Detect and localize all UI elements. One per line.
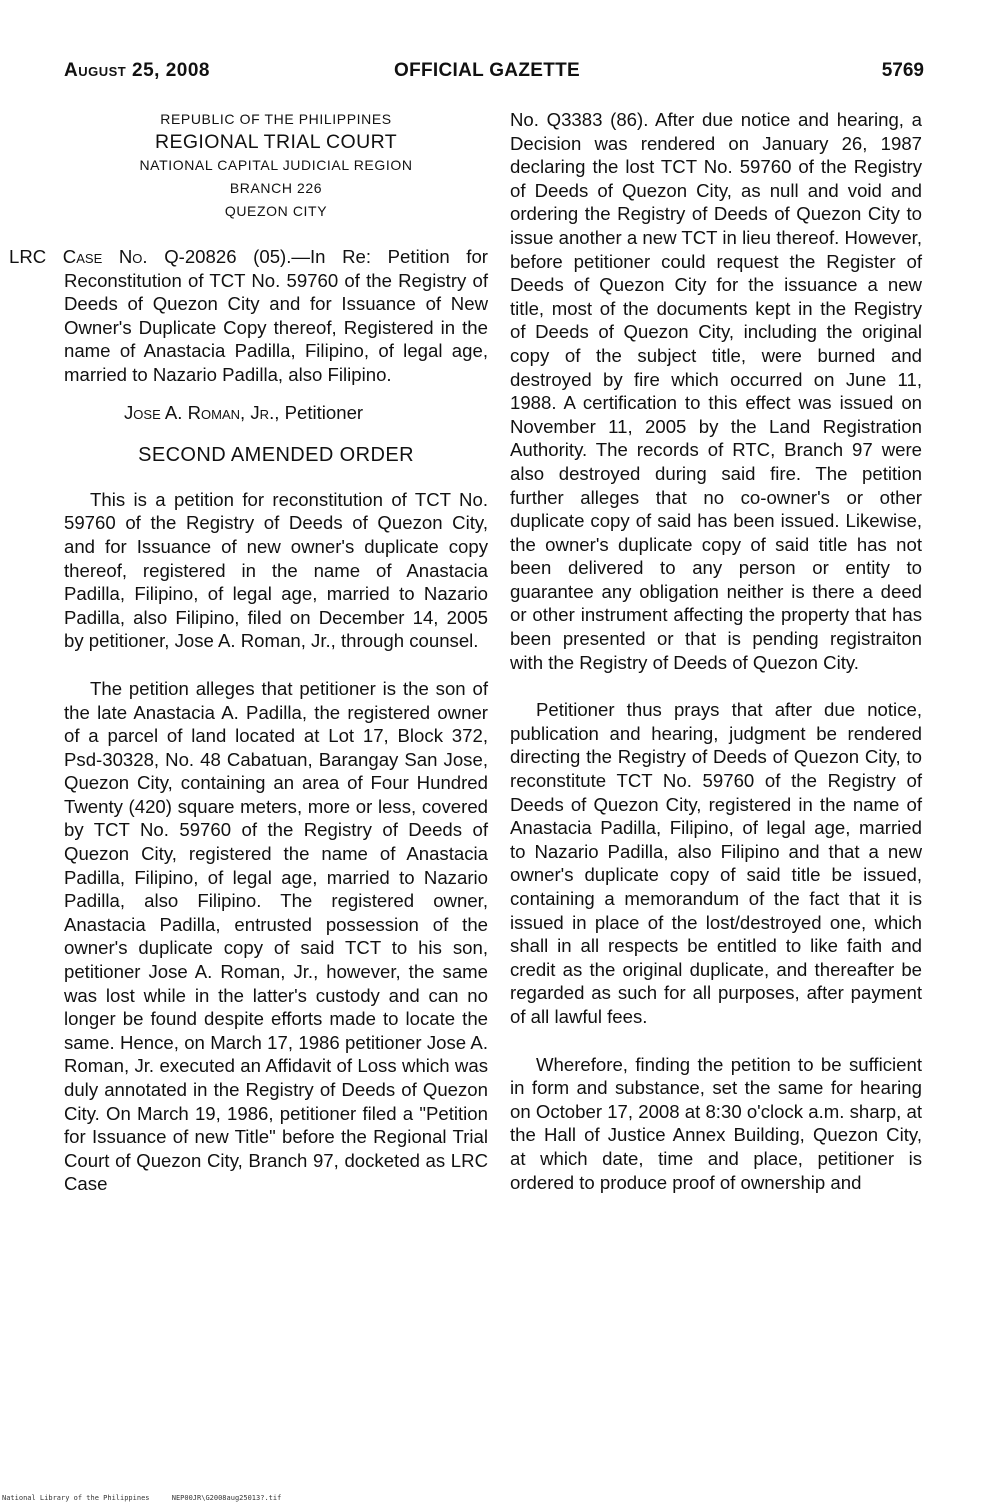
petitioner-name: Jose A. Roman, Jr., (124, 401, 280, 423)
judicial-region: NATIONAL CAPITAL JUDICIAL REGION (139, 157, 413, 173)
page-number: 5769 (881, 60, 924, 81)
library-credit: National Library of the Philippines (2, 1494, 150, 1502)
petitioner-line (64, 401, 488, 425)
court-heading (64, 108, 488, 223)
case-caption (9, 245, 488, 387)
republic-line: REPUBLIC OF THE PHILIPPINES (160, 111, 392, 127)
court-name: REGIONAL TRIAL COURT (154, 131, 398, 153)
scan-footer (2, 1494, 299, 1502)
right-column (510, 108, 922, 1194)
paragraph-allegations: The petition alleges that petitioner is the son of the late Anastacia A. Padilla, the registered owner of a parcel of land located at Lot 17, Block 372, Psd-30328, No. 48 Cabatuan, Barangay San Jose, Quezon City, containing an area of Four Hundred Twenty (420) square meters, more or less, covered by TCT No. 59760 of the Registry of Deeds of Quezon City, registered the name of Anastacia Padilla, Filipino, of legal age, married to Nazario Padilla, also Filipino. The registered owner, Anastacia Padilla, entrusted possession of the owner's duplicate copy of said TCT to his son, petitioner Jose A. Roman, Jr., however, the same was lost while in the latter's custody and can no longer be found despite efforts made to locate the same. Hence, on March 17, 1986 petitioner Jose A. Roman, Jr. executed an Affidavit of Loss which was duly annotated in the Registry of Deeds of Quezon City. On March 19, 1986, petitioner filed a "Petition for Issuance of new Title" before the Regional Trial Court of Quezon City, Branch 97, docketed as LRC Case (64, 677, 488, 1195)
branch-line: BRANCH 226 (229, 180, 323, 196)
left-column (9, 108, 488, 1196)
city-line: QUEZON CITY (224, 203, 328, 219)
case-title: Q-20826 (05).—In Re: Petition for Reconstitution of TCT No. 59760 of the Registry of Deeds of Quezon City and for Issuance of New Owner's Duplicate Copy thereof, Registered in the name of Anastacia Padilla, Filipino, of legal age, married to Nazario Padilla, also Filipino. (64, 246, 488, 385)
paragraph-intro: This is a petition for reconstitution of TCT No. 59760 of the Registry of Deeds of Quezon City, and for Issuance of new owner's duplicate copy thereof, registered in the name of Anastacia Padilla, Filipino, of legal age, married to Nazario Padilla, also Filipino, filed on December 14, 2005 by petitioner, Jose A. Roman, Jr., through counsel. (64, 488, 488, 652)
paragraph-allegations-continued: No. Q3383 (86). After due notice and hearing, a Decision was rendered on January 26, 1987 declaring the lost TCT No. 59760 of the Registry of Deeds of Quezon City, as null and void and ordering the Registry of Deeds of Quezon City to issue another a new TCT in lieu thereof. However, before petitioner could request the Register of Deeds of Quezon City for the issuance a new title, most of the documents kept in the Registry of Deeds of Quezon City, including the original copy of the subject title, were burned and destroyed by fire which occurred on June 11, 1988. A certification to this effect was issued on November 11, 2005 by the Land Registration Authority. The records of RTC, Branch 97 were also destroyed during said fire. The petition further alleges that no co-owner's or other duplicate copy of said has been issued. Likewise, the owner's duplicate copy of said title has not been delivered to any person or entity to guarantee any obligation neither is there a deed or other instrument affecting the property that has been presented or that is pending registraiton with the Registry of Deeds of Quezon City. (510, 109, 922, 673)
publication-title: OFFICIAL GAZETTE (394, 60, 580, 81)
paragraph-prayer: Petitioner thus prays that after due notice, publication and hearing, judgment be rendered directing the Registry of Deeds of Quezon City, to reconstitute TCT No. 59760 of the Registry of Deeds of Quezon City, registered in the name of Anastacia Padilla, Filipino, of legal age, married to Nazario Padilla, also Filipino and that a new owner's duplicate copy of said title be issued, containing a memorandum of the fact that it is issued in place of the lost/destroyed one, which shall in all respects be entitled to like faith and credit as the original duplicate, and thereafter be regarded as such for all purposes, after payment of all lawful fees. (510, 699, 922, 1027)
case-label: LRC Case No. (9, 246, 148, 267)
petitioner-role: Petitioner (279, 401, 364, 423)
order-title: SECOND AMENDED ORDER (138, 444, 414, 467)
issue-date: August 25, 2008 (64, 60, 210, 81)
scan-filename: NEP00JR\G2008aug25013?.tif (171, 1494, 282, 1502)
paragraph-wherefore: Wherefore, finding the petition to be sufficient in form and substance, set the same for hearing on October 17, 2008 at 8:30 o'clock a.m. sharp, at the Hall of Justice Annex Building, Quezon City, at which date, time and place, petitioner is ordered to produce proof of ownership and (510, 1053, 922, 1193)
page-header (64, 60, 924, 88)
